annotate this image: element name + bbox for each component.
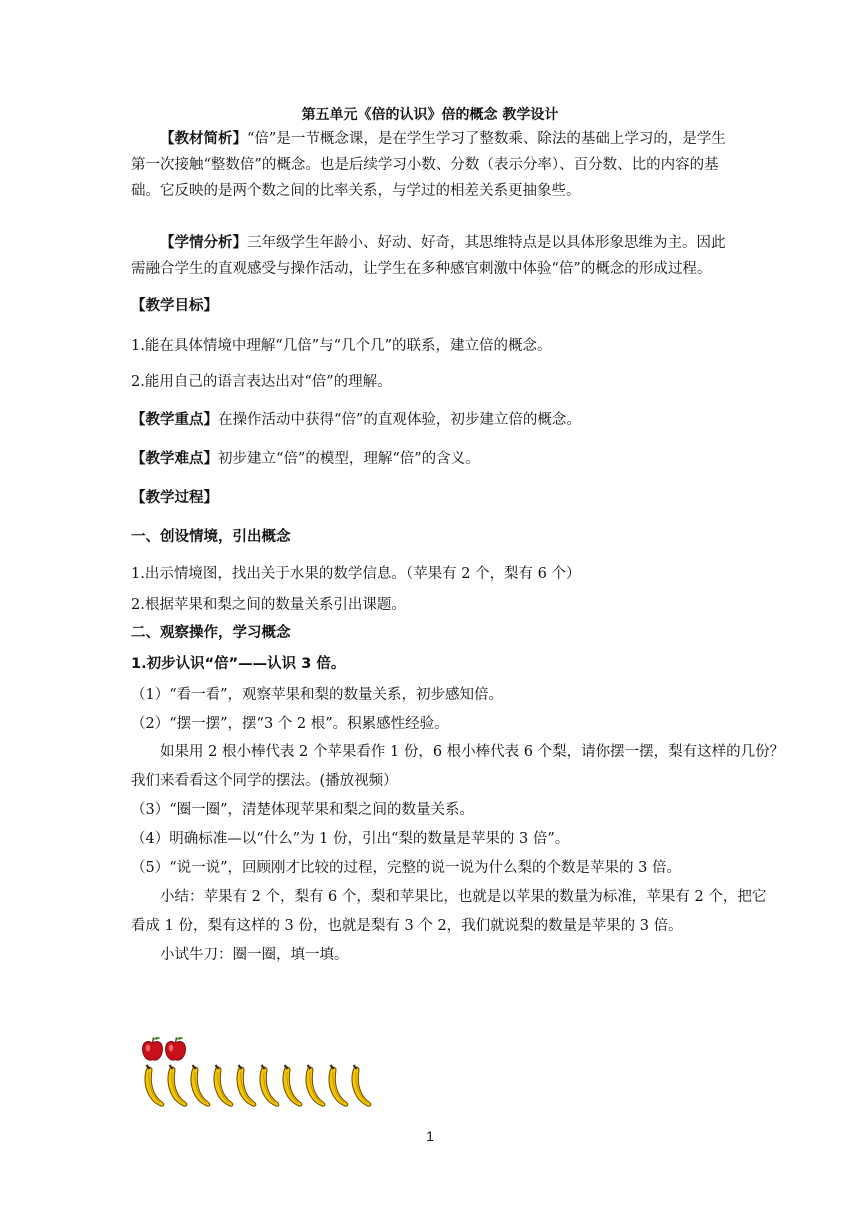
banana-icon [350,1064,373,1108]
apple-row [141,1036,187,1062]
difficulty-label: 【教学难点】 [131,451,218,467]
practice-prompt: 小试牛刀：圈一圈，填一填。 [160,947,349,963]
step-2: （2）“摆一摆”，摆“3 个 2 根”。积累感性经验。 [131,716,449,732]
summary-line-2: 看成 1 份，梨有这样的 3 份，也就是梨有 3 个 2，我们就说梨的数量是苹果的 3 倍。 [131,918,683,934]
banana-icon [166,1064,189,1108]
step-4: （4）明确标准—以“什么”为 1 份，引出“梨的数量是苹果的 3 倍”。 [131,831,570,847]
page-number: 1 [426,1128,434,1144]
section-2-heading: 二、观察操作，学习概念 [131,625,291,641]
section-1-item-2: 2.根据苹果和梨之间的数量关系引出课题。 [131,597,406,613]
material-analysis [131,126,731,204]
banana-icon [189,1064,212,1108]
apple-icon [141,1036,164,1062]
sticks-paragraph-line-2: 我们来看看这个同学的摆法。(播放视频） [131,773,398,789]
step-1: （1）“看一看”，观察苹果和梨的数量关系，初步感知倍。 [131,687,504,703]
summary-line-1: 小结：苹果有 2 个，梨有 6 个，梨和苹果比，也就是以苹果的数量为标准，苹果有 2 个，把它 [160,889,767,905]
student-analysis-label: 【学情分析】 [160,235,247,251]
banana-row [143,1064,373,1108]
banana-icon [212,1064,235,1108]
material-analysis-text: “倍”是一节概念课，是在学生学习了整数乘、除法的基础上学习的，是学生第一次接触“整数倍”的概念。也是后续学习小数、分数（表示分率）、百分数、比的内容的基础。它反映的是两个数之间的比率关系，与学过的相差关系更抽象些。 [131,131,726,199]
step-3: （3）“圈一圈”，清楚体现苹果和梨之间的数量关系。 [131,802,475,818]
document-title: 第五单元《倍的认识》倍的概念 教学设计 [301,107,559,123]
material-analysis-label: 【教材简析】 [160,131,247,147]
step-5: （5）“说一说”，回顾刚才比较的过程，完整的说一说为什么梨的个数是苹果的 3 倍。 [131,860,681,876]
student-analysis [131,230,731,282]
difficulty-point [131,448,480,470]
banana-icon [258,1064,281,1108]
section-1-heading: 一、创设情境，引出概念 [131,529,291,545]
banana-icon [281,1064,304,1108]
banana-icon [327,1064,350,1108]
section-1-item-1: 1.出示情境图，找出关于水果的数学信息。（苹果有 2 个，梨有 6 个） [131,566,581,582]
key-point-text: 在操作活动中获得“倍”的直观体验，初步建立倍的概念。 [218,412,581,428]
banana-icon [143,1064,166,1108]
goals-heading: 【教学目标】 [131,298,218,314]
apple-icon [164,1036,187,1062]
sticks-paragraph-line-1: 如果用 2 根小棒代表 2 个苹果看作 1 份，6 根小棒代表 6 个梨，请你摆一摆，梨有这样的几份？ [160,744,785,760]
difficulty-text: 初步建立“倍”的模型，理解“倍”的含义。 [218,451,480,467]
banana-icon [304,1064,327,1108]
goal-1: 1.能在具体情境中理解“几倍”与“几个几”的联系，建立倍的概念。 [131,338,552,354]
goal-2: 2.能用自己的语言表达出对“倍”的理解。 [131,374,392,390]
student-analysis-text: 三年级学生年龄小、好动、好奇，其思维特点是以具体形象思维为主。因此需融合学生的直观感受与操作活动，让学生在多种感官刺激中体验“倍”的概念的形成过程。 [131,235,726,277]
key-point [131,409,581,431]
banana-icon [235,1064,258,1108]
key-point-label: 【教学重点】 [131,412,218,428]
process-heading: 【教学过程】 [131,490,218,506]
section-2-subheading: 1.初步认识“倍”——认识 3 倍。 [131,656,346,672]
